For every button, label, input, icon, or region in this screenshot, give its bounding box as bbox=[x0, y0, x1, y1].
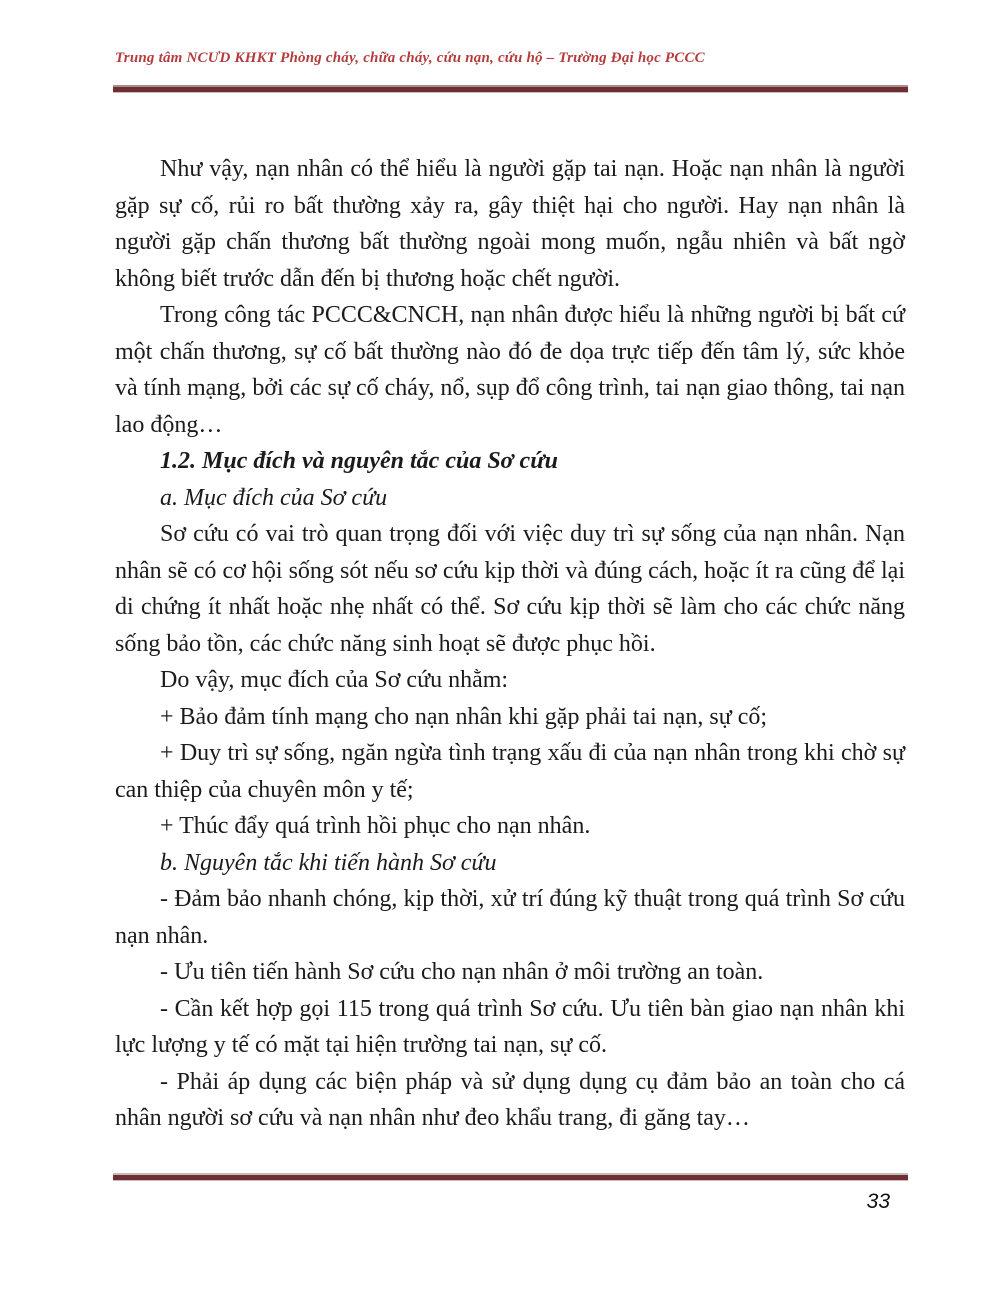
running-header bbox=[115, 50, 905, 67]
sub-heading: b. Nguyên tắc khi tiến hành Sơ cứu bbox=[160, 849, 497, 876]
paragraph: - Đảm bảo nhanh chóng, kịp thời, xử trí đúng kỹ thuật trong quá trình Sơ cứu nạn nhân. bbox=[115, 886, 905, 949]
header-title: Trung tâm NCƯD KHKT Phòng cháy, chữa cháy, cứu nạn, cứu hộ – Trường Đại học PCCC bbox=[115, 50, 705, 66]
footer-rule bbox=[113, 1173, 908, 1181]
paragraph: Như vậy, nạn nhân có thể hiểu là người gặp tai nạn. Hoặc nạn nhân là người gặp sự cố, rủi ro bất thường xảy ra, gây thiệt hại cho người. Hay nạn nhân là người gặp chấn thương bất thường ngoài mong muốn, ngẫu nhiên và bất ngờ không biết trước dẫn đến bị thương hoặc chết người. bbox=[115, 156, 905, 292]
paragraph: + Duy trì sự sống, ngăn ngừa tình trạng xấu đi của nạn nhân trong khi chờ sự can thiệp của chuyên môn y tế; bbox=[115, 740, 905, 803]
paragraph: - Cần kết hợp gọi 115 trong quá trình Sơ cứu. Ưu tiên bàn giao nạn nhân khi lực lượng y tế có mặt tại hiện trường tai nạn, sự cố. bbox=[115, 995, 905, 1058]
document-body bbox=[115, 151, 905, 1137]
paragraph: + Thúc đẩy quá trình hồi phục cho nạn nhân. bbox=[160, 813, 591, 839]
paragraph: - Ưu tiên tiến hành Sơ cứu cho nạn nhân ở môi trường an toàn. bbox=[160, 959, 764, 985]
header-rule bbox=[113, 85, 908, 93]
paragraph: Sơ cứu có vai trò quan trọng đối với việc duy trì sự sống của nạn nhân. Nạn nhân sẽ có cơ hội sống sót nếu sơ cứu kịp thời và đúng cách, hoặc ít ra cũng để lại di chứng ít nhất hoặc nhẹ nhất có thể. Sơ cứu kịp thời sẽ làm cho các chức năng sống bảo tồn, các chức năng sinh hoạt sẽ được phục hồi. bbox=[115, 521, 905, 657]
page-number: 33 bbox=[866, 1190, 890, 1213]
sub-heading: a. Mục đích của Sơ cứu bbox=[160, 484, 388, 511]
paragraph: + Bảo đảm tính mạng cho nạn nhân khi gặp phải tai nạn, sự cố; bbox=[160, 703, 768, 730]
paragraph: Do vậy, mục đích của Sơ cứu nhằm: bbox=[160, 667, 509, 693]
section-heading: 1.2. Mục đích và nguyên tắc của Sơ cứu bbox=[160, 448, 558, 474]
paragraph: - Phải áp dụng các biện pháp và sử dụng dụng cụ đảm bảo an toàn cho cá nhân người sơ cứu và nạn nhân như đeo khẩu trang, đi găng tay… bbox=[115, 1068, 905, 1131]
paragraph: Trong công tác PCCC&CNCH, nạn nhân được hiểu là những người bị bất cứ một chấn thương, sự cố bất thường nào đó đe dọa trực tiếp đến tâm lý, sức khỏe và tính mạng, bởi các sự cố cháy, nổ, sụp đổ công trình, tai nạn giao thông, tai nạn lao động… bbox=[115, 302, 905, 438]
